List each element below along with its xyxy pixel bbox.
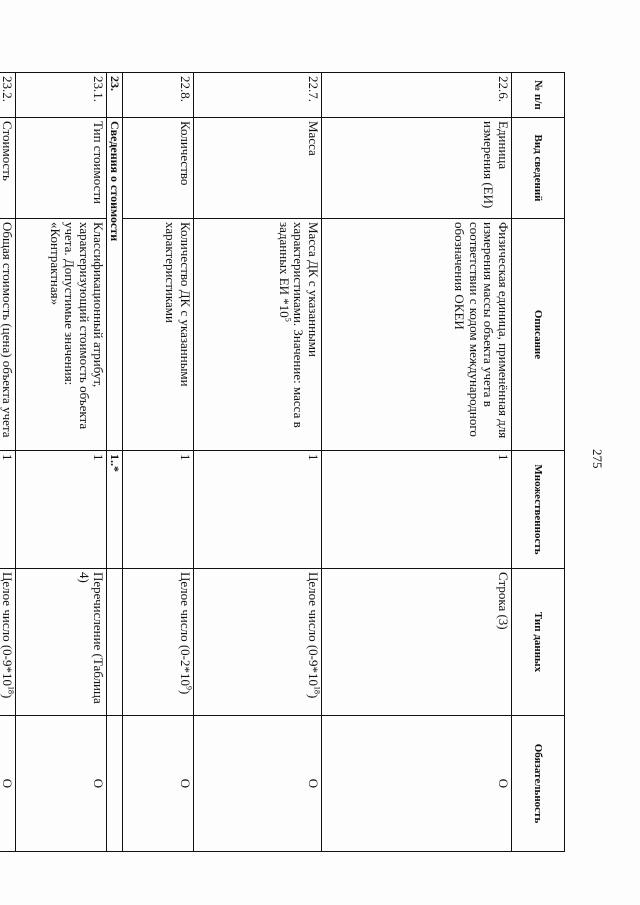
row-description: Физическая единица, применённая для измерения массы объекта учета в соответствии с кодом международного обозначения ОКЕИ <box>322 219 512 451</box>
table-row <box>123 73 194 852</box>
row-multiplicity: 1 <box>123 451 194 569</box>
section-row <box>107 73 123 852</box>
row-required: О <box>194 716 322 852</box>
row-data-type: Целое число $(0-2*10^9)$ <box>123 569 194 716</box>
row-data-type: Целое число $(0-9*10^{18})$ <box>194 569 322 716</box>
row-num: 23.1. <box>16 73 107 118</box>
table-row <box>322 73 512 852</box>
row-num: 22.7. <box>194 73 322 118</box>
data-table <box>0 72 565 852</box>
row-num: 22.8. <box>123 73 194 118</box>
row-multiplicity: 1 <box>0 451 16 569</box>
page-number: 275 <box>590 449 605 469</box>
section-title: Сведения о стоимости <box>107 118 123 451</box>
row-multiplicity: 1 <box>322 451 512 569</box>
row-num: 22.6. <box>322 73 512 118</box>
table-row <box>0 73 16 852</box>
row-description: Классификационный атрибут, характеризующий стоимость объекта учета. Допустимые значения: «Контрактная» <box>16 219 107 451</box>
section-multiplicity: 1..* <box>107 451 123 569</box>
row-required: О <box>322 716 512 852</box>
row-description: Количество ДК с указанными характеристиками <box>123 219 194 451</box>
row-data-type: Перечисление (Таблица 4) <box>16 569 107 716</box>
row-required: О <box>16 716 107 852</box>
table-row <box>16 73 107 852</box>
header-required: Обязательность <box>512 716 565 852</box>
table-row <box>194 73 322 852</box>
section-num: 23. <box>107 73 123 118</box>
row-description: Общая стоимость (цена) объекта учета <box>0 219 16 451</box>
table-header-row <box>512 73 565 852</box>
row-required: О <box>123 716 194 852</box>
row-required: О <box>0 716 16 852</box>
header-multiplicity: Множественность <box>512 451 565 569</box>
row-kind: Единица измерения (ЕИ) <box>322 118 512 219</box>
header-kind: Вид сведений <box>512 118 565 219</box>
header-num: № п/п <box>512 73 565 118</box>
header-description: Описание <box>512 219 565 451</box>
row-data-type: Строка (3) <box>322 569 512 716</box>
row-multiplicity: 1 <box>16 451 107 569</box>
row-kind: Масса <box>194 118 322 219</box>
row-kind: Количество <box>123 118 194 219</box>
row-multiplicity: 1 <box>194 451 322 569</box>
row-data-type: Целое число $(0-9*10^{18})$ <box>0 569 16 716</box>
row-kind: Тип стоимости <box>16 118 107 219</box>
header-data-type: Тип данных <box>512 569 565 716</box>
row-num: 23.2. <box>0 73 16 118</box>
row-description: Масса ДК с указанными характеристиками. Значение: масса в заданных ЕИ $*10^5$ <box>194 219 322 451</box>
row-kind: Стоимость <box>0 118 16 219</box>
